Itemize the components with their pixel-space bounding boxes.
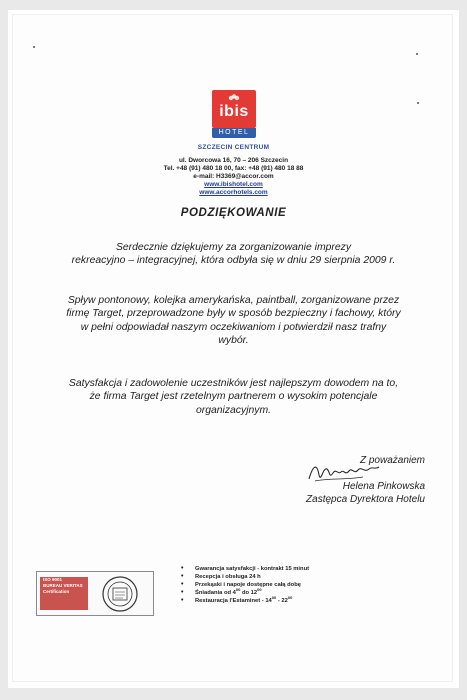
certificate-line: ISO 9001	[43, 577, 63, 582]
paragraph-3-line: że firma Target jest rzetelnym partnerem o wysokim potencjale	[89, 391, 378, 403]
paragraph-1-line: Serdecznie dziękujemy za zorganizowanie imprezy	[115, 242, 352, 253]
amenity-item: • Recepcja i obsługa 24 h	[181, 573, 381, 581]
bureau-veritas-seal-icon	[101, 575, 139, 613]
scan-speck	[33, 46, 35, 48]
closing-greeting: Z poważaniem	[359, 455, 425, 466]
certificate-line: Certification	[43, 589, 70, 594]
accor-website-link[interactable]: www.accorhotels.com	[199, 189, 268, 196]
amenity-item: • Śniadania od $4^{00}$ do $12^{00}$	[181, 589, 381, 597]
amenity-item: • Przekąski i napoje dostępne całą dobę	[181, 581, 381, 589]
scan-speck	[417, 102, 419, 104]
paragraph-3-line: organizacyjnym.	[195, 404, 272, 416]
amenities-list	[181, 565, 381, 605]
logo-hotel-label: HOTEL	[218, 129, 250, 136]
paragraph-3-line: Satysfakcja i zadowolenie uczestników jest najlepszym dowodem na to,	[68, 378, 399, 389]
amenity-item: • Restauracja l'Estaminet - $14^{00} - 22^{00}$	[181, 597, 381, 605]
signatory-role: Zastępca Dyrektora Hotelu	[306, 494, 425, 505]
amenity-item: • Gwarancja satysfakcji - kontrakt 15 minut	[181, 565, 381, 573]
flower-icon	[228, 94, 240, 102]
hotel-website-link[interactable]: www.ibishotel.com	[204, 181, 263, 188]
logo-wordmark: ibis	[219, 103, 249, 120]
paragraph-2	[20, 294, 447, 348]
iso-certificate-badge	[36, 571, 154, 616]
paragraph-2-line: firmę Target, przeprowadzone były w sposób bezpieczny i fachowy, który	[66, 308, 401, 320]
paragraph-2-line: wybór.	[218, 335, 249, 347]
paragraph-2-line: w pełni odpowiadał naszym oczekiwaniom i potwierdził nasz trafny	[80, 321, 387, 333]
paragraph-1-line: rekreacyjno – integracyjnej, która odbyła się w dniu 29 sierpnia 2009 r.	[71, 255, 396, 267]
hotel-address: ul. Dworcowa 16, 70 – 206 Szczecin	[178, 157, 289, 164]
hotel-location: SZCZECIN CENTRUM	[197, 144, 270, 151]
scan-speck	[416, 53, 418, 55]
certificate-red-panel	[40, 577, 88, 610]
hotel-phone-fax: Tel. +48 (91) 480 18 00, fax: +48 (91) 480 18 88	[163, 165, 304, 172]
signatory-name: Helena Pinkowska	[342, 481, 425, 492]
paragraph-2-line: Spływ pontonowy, kolejka amerykańska, paintball, zorganizowane przez	[67, 295, 400, 306]
hotel-email: e-mail: H3369@accor.com	[193, 173, 274, 180]
certificate-line: BUREAU VERITAS	[43, 583, 83, 588]
paragraph-3	[20, 377, 447, 417]
paragraph-1	[20, 241, 447, 268]
letter-title: PODZIĘKOWANIE	[180, 207, 287, 219]
ibis-hotel-logo	[212, 90, 256, 138]
